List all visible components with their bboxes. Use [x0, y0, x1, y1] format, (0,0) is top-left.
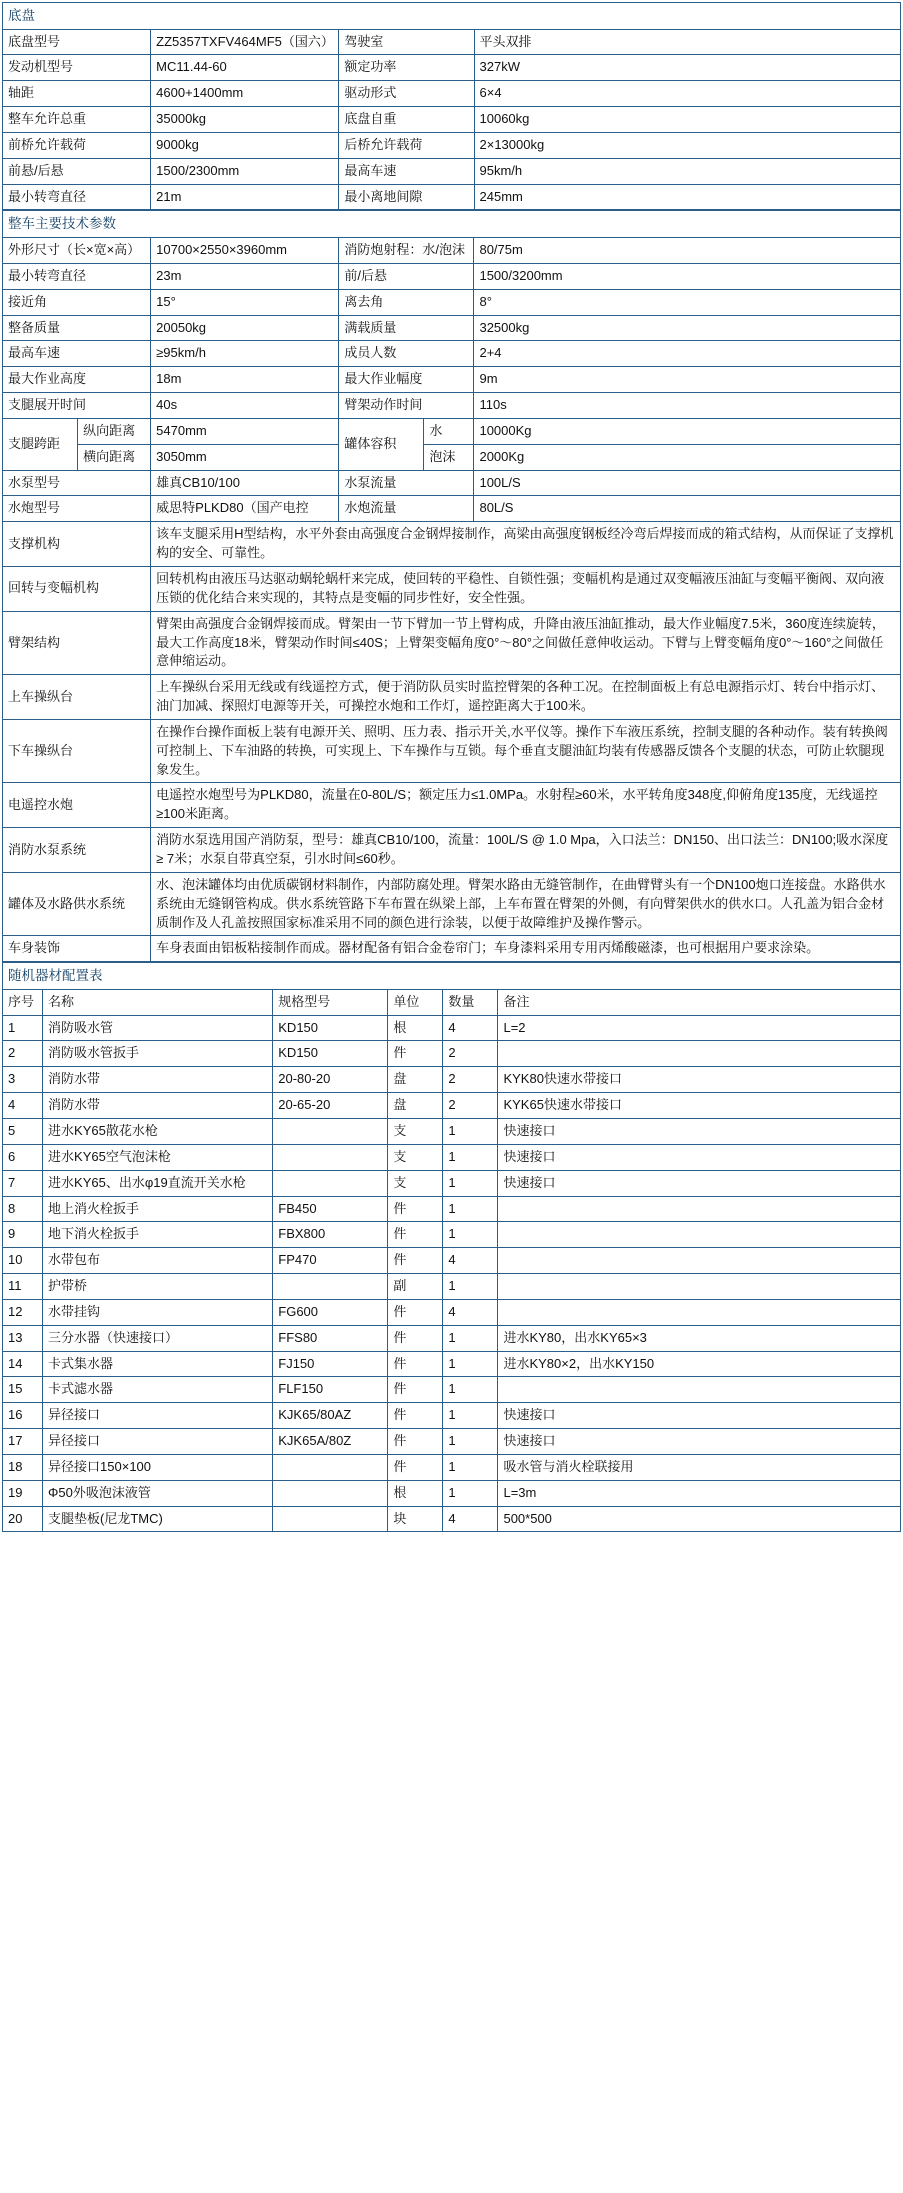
cell-index: 13	[3, 1325, 43, 1351]
table-row	[3, 393, 901, 419]
cell-index: 14	[3, 1351, 43, 1377]
cell-remark	[498, 1041, 901, 1067]
table-row	[3, 1067, 901, 1093]
table-row	[3, 783, 901, 828]
outrigger-span-value: 5470mm	[151, 418, 339, 444]
row-label: 水泵型号	[3, 470, 151, 496]
cell-remark: 快速接口	[498, 1144, 901, 1170]
row-label: 外形尺寸（长×宽×高）	[3, 238, 151, 264]
row-label-2: 消防炮射程：水/泡沫	[339, 238, 474, 264]
cell-remark: 500*500	[498, 1506, 901, 1532]
row-value: 35000kg	[151, 107, 339, 133]
table-row	[3, 1041, 901, 1067]
cell-name: 卡式集水器	[43, 1351, 273, 1377]
table-row	[3, 1015, 901, 1041]
cell-unit: 副	[388, 1274, 443, 1300]
equipment-table	[2, 962, 901, 1532]
cell-index: 19	[3, 1480, 43, 1506]
row-label: 底盘型号	[3, 29, 151, 55]
cell-name: 异径接口	[43, 1429, 273, 1455]
cell-model	[273, 1118, 388, 1144]
equipment-section-title-row	[3, 963, 901, 990]
cell-index: 18	[3, 1454, 43, 1480]
cell-remark: 进水KY80×2，出水KY150	[498, 1351, 901, 1377]
cell-remark	[498, 1299, 901, 1325]
description-text: 臂架由高强度合金钢焊接而成。臂架由一节下臂加一节上臂构成，升降由液压油缸推动，最大作业幅度7.5米，360度连续旋转，最大工作高度18米，臂架动作时间≤40S；上臂架变幅角度0°～80°之间做任意伸收运动。下臂与上臂变幅角度0°～160°之间做任意伸缩运动。	[151, 611, 901, 675]
row-value-2: 9m	[474, 367, 901, 393]
cell-qty: 1	[443, 1144, 498, 1170]
cell-remark: 快速接口	[498, 1170, 901, 1196]
cell-index: 17	[3, 1429, 43, 1455]
cell-unit: 根	[388, 1015, 443, 1041]
row-label-2: 驱动形式	[339, 81, 474, 107]
cell-qty: 1	[443, 1454, 498, 1480]
cell-name: 消防水带	[43, 1067, 273, 1093]
description-label: 下车操纵台	[3, 719, 151, 783]
description-label: 上车操纵台	[3, 675, 151, 720]
table-row	[3, 719, 901, 783]
cell-unit: 支	[388, 1170, 443, 1196]
description-label: 罐体及水路供水系统	[3, 872, 151, 936]
cell-qty: 1	[443, 1274, 498, 1300]
row-label-2: 水泵流量	[339, 470, 474, 496]
cell-index: 2	[3, 1041, 43, 1067]
row-value-2: 1500/3200mm	[474, 263, 901, 289]
cell-qty: 1	[443, 1222, 498, 1248]
row-value-2: 8°	[474, 289, 901, 315]
main-section-title: 整车主要技术参数	[3, 211, 901, 238]
table-row	[3, 1403, 901, 1429]
cell-index: 5	[3, 1118, 43, 1144]
row-label-2: 最大作业幅度	[339, 367, 474, 393]
row-value: 40s	[151, 393, 339, 419]
cell-unit: 件	[388, 1429, 443, 1455]
cell-name: 护带桥	[43, 1274, 273, 1300]
column-header-index: 序号	[3, 989, 43, 1015]
row-value: 23m	[151, 263, 339, 289]
row-value: 4600+1400mm	[151, 81, 339, 107]
cell-unit: 盘	[388, 1067, 443, 1093]
column-header-model: 规格型号	[273, 989, 388, 1015]
table-row	[3, 1480, 901, 1506]
table-row	[3, 496, 901, 522]
table-row	[3, 1248, 901, 1274]
cell-qty: 4	[443, 1299, 498, 1325]
cell-model: FP470	[273, 1248, 388, 1274]
outrigger-span-sub-label: 纵向距离	[78, 418, 151, 444]
table-row	[3, 1325, 901, 1351]
row-label-2: 最小离地间隙	[339, 184, 474, 210]
table-row	[3, 158, 901, 184]
table-row	[3, 675, 901, 720]
cell-index: 12	[3, 1299, 43, 1325]
row-label: 整备质量	[3, 315, 151, 341]
cell-unit: 件	[388, 1299, 443, 1325]
cell-index: 4	[3, 1093, 43, 1119]
cell-remark: KYK65快速水带接口	[498, 1093, 901, 1119]
cell-name: 异径接口150×100	[43, 1454, 273, 1480]
row-value-2: 327kW	[474, 55, 901, 81]
main-section-title-row	[3, 211, 901, 238]
row-value-2: 110s	[474, 393, 901, 419]
table-row	[3, 132, 901, 158]
cell-index: 6	[3, 1144, 43, 1170]
description-text: 水、泡沫罐体均由优质碳钢材料制作，内部防腐处理。臂架水路由无缝管制作，在曲臂臂头有一个DN100炮口连接盘。水路供水系统由无缝钢管构成。供水系统管路下车布置在纵梁上部，上车布置在臂架的外侧，有向臂架供水的供水口。人孔盖为铝合金材质制作及人孔盖按照国家标准采用不同的颜色进行涂装，以便于故障维护及操作警示。	[151, 872, 901, 936]
cell-qty: 1	[443, 1377, 498, 1403]
cell-remark	[498, 1377, 901, 1403]
column-header-unit: 单位	[388, 989, 443, 1015]
row-value: 1500/2300mm	[151, 158, 339, 184]
row-label-2: 底盘自重	[339, 107, 474, 133]
cell-remark	[498, 1222, 901, 1248]
cell-unit: 件	[388, 1196, 443, 1222]
cell-qty: 1	[443, 1325, 498, 1351]
cell-model: KD150	[273, 1015, 388, 1041]
description-label: 车身装饰	[3, 936, 151, 962]
cell-model: FB450	[273, 1196, 388, 1222]
description-label: 电遥控水炮	[3, 783, 151, 828]
row-label-2: 最高车速	[339, 158, 474, 184]
row-label-2: 水炮流量	[339, 496, 474, 522]
row-value-2: 95km/h	[474, 158, 901, 184]
row-label-2: 成员人数	[339, 341, 474, 367]
row-label: 最高车速	[3, 341, 151, 367]
row-value: 20050kg	[151, 315, 339, 341]
row-value: ≥95km/h	[151, 341, 339, 367]
cell-remark	[498, 1274, 901, 1300]
cell-model: KJK65/80AZ	[273, 1403, 388, 1429]
cell-index: 15	[3, 1377, 43, 1403]
cell-model: KD150	[273, 1041, 388, 1067]
row-value: 15°	[151, 289, 339, 315]
table-row	[3, 936, 901, 962]
cell-model	[273, 1144, 388, 1170]
row-value-2: 32500kg	[474, 315, 901, 341]
cell-unit: 件	[388, 1403, 443, 1429]
table-row	[3, 289, 901, 315]
description-text: 上车操纵台采用无线或有线遥控方式，便于消防队员实时监控臂架的各种工况。在控制面板上有总电源指示灯、转台中指示灯、油门加减、探照灯电源等开关，可操控水炮和工作灯，遥控距离大于100米。	[151, 675, 901, 720]
description-label: 臂架结构	[3, 611, 151, 675]
row-value-2: 100L/S	[474, 470, 901, 496]
table-row	[3, 107, 901, 133]
cell-model	[273, 1454, 388, 1480]
table-row	[3, 367, 901, 393]
table-row	[3, 1118, 901, 1144]
cell-qty: 1	[443, 1429, 498, 1455]
cell-qty: 1	[443, 1170, 498, 1196]
table-row	[3, 341, 901, 367]
column-header-qty: 数量	[443, 989, 498, 1015]
row-label-2: 离去角	[339, 289, 474, 315]
cell-unit: 件	[388, 1041, 443, 1067]
cell-qty: 2	[443, 1093, 498, 1119]
row-value: 威思特PLKD80（国产电控	[151, 496, 339, 522]
cell-name: 进水KY65空气泡沫枪	[43, 1144, 273, 1170]
cell-qty: 1	[443, 1480, 498, 1506]
table-row	[3, 1274, 901, 1300]
column-header-name: 名称	[43, 989, 273, 1015]
cell-model	[273, 1274, 388, 1300]
row-label: 前悬/后悬	[3, 158, 151, 184]
cell-index: 10	[3, 1248, 43, 1274]
cell-unit: 根	[388, 1480, 443, 1506]
cell-name: 支腿垫板(尼龙TMC)	[43, 1506, 273, 1532]
outrigger-span-label: 支腿跨距	[3, 418, 78, 470]
table-row	[3, 81, 901, 107]
cell-model: FFS80	[273, 1325, 388, 1351]
main-params-table	[2, 210, 901, 962]
row-value-2: 6×4	[474, 81, 901, 107]
row-value: 21m	[151, 184, 339, 210]
cell-name: 异径接口	[43, 1403, 273, 1429]
description-text: 该车支腿采用H型结构，水平外套由高强度合金钢焊接制作，高梁由高强度钢板经冷弯后焊接而成的箱式结构，从而保证了支撑机构的安全、可靠性。	[151, 522, 901, 567]
chassis-table	[2, 2, 901, 210]
table-row	[3, 1454, 901, 1480]
cell-name: 消防吸水管扳手	[43, 1041, 273, 1067]
cell-name: 水带挂钩	[43, 1299, 273, 1325]
cell-remark	[498, 1196, 901, 1222]
row-value: 雄真CB10/100	[151, 470, 339, 496]
table-row	[3, 611, 901, 675]
row-label-2: 额定功率	[339, 55, 474, 81]
cell-model	[273, 1506, 388, 1532]
description-text: 在操作台操作面板上装有电源开关、照明、压力表、指示开关,水平仪等。操作下车液压系统，控制支腿的各种动作。装有转换阀可控制上、下车油路的转换，可实现上、下车操作与互锁。每个垂直支腿油缸均装有传感器反馈各个支腿的状态，可防止软腿现象发生。	[151, 719, 901, 783]
row-value-2: 80L/S	[474, 496, 901, 522]
table-row	[3, 184, 901, 210]
cell-unit: 件	[388, 1377, 443, 1403]
cell-model: FLF150	[273, 1377, 388, 1403]
row-label: 轴距	[3, 81, 151, 107]
tank-capacity-sub-label: 水	[424, 418, 474, 444]
cell-index: 9	[3, 1222, 43, 1248]
description-label: 回转与变幅机构	[3, 567, 151, 612]
row-label-2: 后桥允许载荷	[339, 132, 474, 158]
table-row	[3, 522, 901, 567]
row-label: 整车允许总重	[3, 107, 151, 133]
cell-unit: 盘	[388, 1093, 443, 1119]
row-value-2: 平头双排	[474, 29, 901, 55]
cell-name: 地下消火栓扳手	[43, 1222, 273, 1248]
cell-remark: 快速接口	[498, 1118, 901, 1144]
row-label: 前桥允许载荷	[3, 132, 151, 158]
row-value: 18m	[151, 367, 339, 393]
equipment-section-title: 随机器材配置表	[3, 963, 901, 990]
row-label-2: 前/后悬	[339, 263, 474, 289]
cell-unit: 支	[388, 1118, 443, 1144]
cell-name: 水带包布	[43, 1248, 273, 1274]
row-value-2: 2+4	[474, 341, 901, 367]
cell-model: FBX800	[273, 1222, 388, 1248]
cell-model: 20-80-20	[273, 1067, 388, 1093]
row-value-2: 80/75m	[474, 238, 901, 264]
cell-qty: 4	[443, 1248, 498, 1274]
cell-index: 16	[3, 1403, 43, 1429]
row-value-2: 245mm	[474, 184, 901, 210]
cell-unit: 支	[388, 1144, 443, 1170]
row-value: ZZ5357TXFV464MF5（国六）	[151, 29, 339, 55]
description-text: 车身表面由铝板粘接制作而成。器材配备有铝合金卷帘门；车身漆料采用专用丙烯酸磁漆，也可根据用户要求涂染。	[151, 936, 901, 962]
table-row	[3, 470, 901, 496]
row-label: 支腿展开时间	[3, 393, 151, 419]
row-label-2: 驾驶室	[339, 29, 474, 55]
description-text: 电遥控水炮型号为PLKD80，流量在0-80L/S；额定压力≤1.0MPa。水射程≥60米，水平转角度348度,仰俯角度135度，无线遥控≥100米距离。	[151, 783, 901, 828]
cell-unit: 件	[388, 1222, 443, 1248]
row-value: MC11.44-60	[151, 55, 339, 81]
table-row	[3, 444, 901, 470]
description-text: 消防水泵选用国产消防泵，型号：雄真CB10/100，流量：100L/S @ 1.0 Mpa，入口法兰：DN150、出口法兰：DN100;吸水深度 ≥ 7米；水泵自带真空泵，引水时间≤60秒。	[151, 828, 901, 873]
table-row	[3, 29, 901, 55]
cell-name: 三分水器（快速接口）	[43, 1325, 273, 1351]
cell-unit: 件	[388, 1248, 443, 1274]
cell-index: 8	[3, 1196, 43, 1222]
column-header-remark: 备注	[498, 989, 901, 1015]
row-label: 最小转弯直径	[3, 184, 151, 210]
row-label: 接近角	[3, 289, 151, 315]
row-value-2: 2×13000kg	[474, 132, 901, 158]
cell-index: 3	[3, 1067, 43, 1093]
cell-index: 7	[3, 1170, 43, 1196]
cell-remark: 快速接口	[498, 1403, 901, 1429]
description-label: 消防水泵系统	[3, 828, 151, 873]
table-row	[3, 1351, 901, 1377]
tank-capacity-value-2: 2000Kg	[474, 444, 901, 470]
cell-name: 消防水带	[43, 1093, 273, 1119]
row-label: 最小转弯直径	[3, 263, 151, 289]
cell-model	[273, 1170, 388, 1196]
table-row	[3, 1170, 901, 1196]
cell-qty: 2	[443, 1041, 498, 1067]
tank-capacity-value: 10000Kg	[474, 418, 901, 444]
chassis-section-title: 底盘	[3, 3, 901, 30]
table-row	[3, 1377, 901, 1403]
cell-unit: 件	[388, 1454, 443, 1480]
cell-remark: L=2	[498, 1015, 901, 1041]
table-row	[3, 1506, 901, 1532]
cell-index: 1	[3, 1015, 43, 1041]
table-row	[3, 418, 901, 444]
table-row	[3, 238, 901, 264]
cell-model	[273, 1480, 388, 1506]
cell-index: 11	[3, 1274, 43, 1300]
table-row	[3, 55, 901, 81]
cell-name: 进水KY65、出水φ19直流开关水枪	[43, 1170, 273, 1196]
cell-unit: 件	[388, 1351, 443, 1377]
cell-qty: 1	[443, 1196, 498, 1222]
cell-name: 地上消火栓扳手	[43, 1196, 273, 1222]
cell-name: 卡式滤水器	[43, 1377, 273, 1403]
description-text: 回转机构由液压马达驱动蜗轮蜗杆来完成，使回转的平稳性、自锁性强；变幅机构是通过双变幅液压油缸与变幅平衡阀、双向液压锁的优化结合来实现的，其特点是变幅的同步性好，安全性强。	[151, 567, 901, 612]
cell-qty: 1	[443, 1403, 498, 1429]
description-label: 支撑机构	[3, 522, 151, 567]
cell-qty: 4	[443, 1015, 498, 1041]
cell-qty: 4	[443, 1506, 498, 1532]
table-row	[3, 1222, 901, 1248]
row-label: 发动机型号	[3, 55, 151, 81]
cell-name: 消防吸水管	[43, 1015, 273, 1041]
table-row	[3, 1144, 901, 1170]
cell-remark: KYK80快速水带接口	[498, 1067, 901, 1093]
table-row	[3, 315, 901, 341]
cell-remark: L=3m	[498, 1480, 901, 1506]
equipment-header-row	[3, 989, 901, 1015]
chassis-section-title-row	[3, 3, 901, 30]
table-row	[3, 567, 901, 612]
cell-remark: 快速接口	[498, 1429, 901, 1455]
cell-model: KJK65A/80Z	[273, 1429, 388, 1455]
cell-index: 20	[3, 1506, 43, 1532]
row-value-2: 10060kg	[474, 107, 901, 133]
cell-qty: 1	[443, 1118, 498, 1144]
table-row	[3, 1429, 901, 1455]
tank-capacity-label: 罐体容积	[339, 418, 424, 470]
cell-unit: 块	[388, 1506, 443, 1532]
outrigger-span-value-2: 3050mm	[151, 444, 339, 470]
row-value: 10700×2550×3960mm	[151, 238, 339, 264]
cell-model: 20-65-20	[273, 1093, 388, 1119]
tank-capacity-sub-label-2: 泡沫	[424, 444, 474, 470]
cell-unit: 件	[388, 1325, 443, 1351]
cell-model: FJ150	[273, 1351, 388, 1377]
table-row	[3, 1093, 901, 1119]
cell-remark	[498, 1248, 901, 1274]
table-row	[3, 1299, 901, 1325]
cell-model: FG600	[273, 1299, 388, 1325]
cell-qty: 2	[443, 1067, 498, 1093]
row-value: 9000kg	[151, 132, 339, 158]
cell-remark: 进水KY80，出水KY65×3	[498, 1325, 901, 1351]
cell-name: Φ50外吸泡沫液管	[43, 1480, 273, 1506]
row-label-2: 臂架动作时间	[339, 393, 474, 419]
table-row	[3, 1196, 901, 1222]
cell-qty: 1	[443, 1351, 498, 1377]
cell-name: 进水KY65散花水枪	[43, 1118, 273, 1144]
table-row	[3, 263, 901, 289]
row-label: 最大作业高度	[3, 367, 151, 393]
table-row	[3, 872, 901, 936]
cell-remark: 吸水管与消火栓联接用	[498, 1454, 901, 1480]
outrigger-span-sub-label-2: 横向距离	[78, 444, 151, 470]
row-label: 水炮型号	[3, 496, 151, 522]
table-row	[3, 828, 901, 873]
row-label-2: 满载质量	[339, 315, 474, 341]
